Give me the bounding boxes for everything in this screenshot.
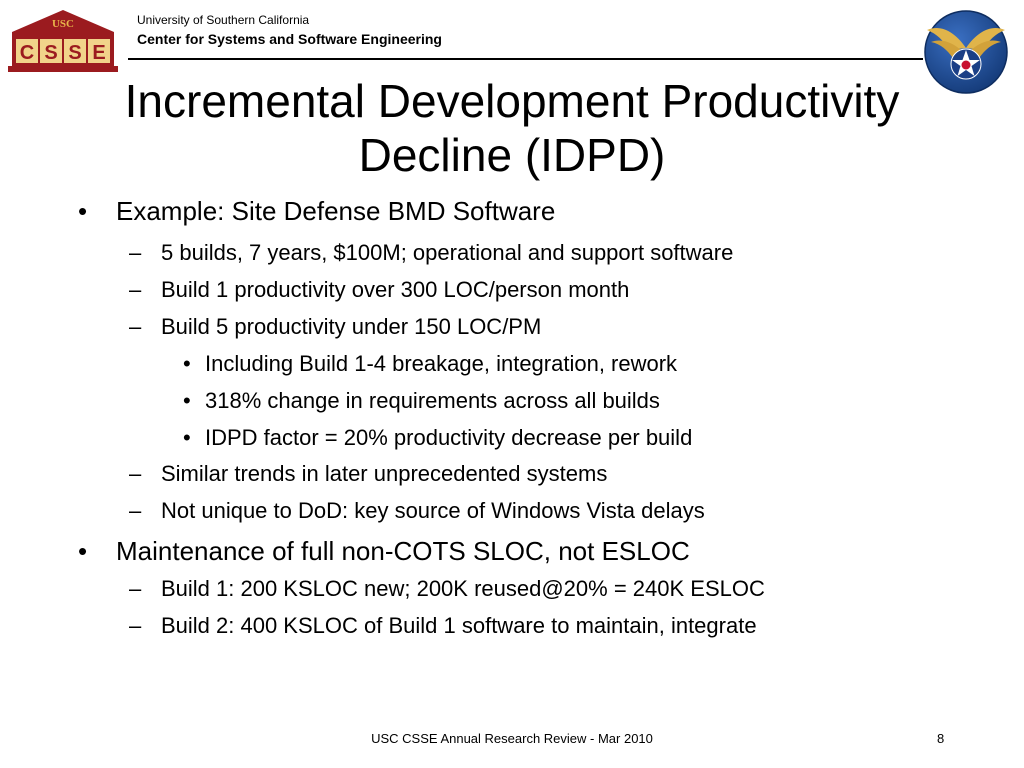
bullet-item bbox=[78, 196, 556, 227]
bullet-marker: – bbox=[129, 314, 142, 339]
logo-letter-s2: S bbox=[68, 42, 82, 64]
bullet-marker: – bbox=[129, 461, 142, 486]
bullet-item bbox=[183, 351, 678, 377]
bullet-item bbox=[129, 576, 765, 602]
slide-title-line2: Decline (IDPD) bbox=[358, 129, 666, 181]
usc-csse-logo bbox=[6, 8, 120, 74]
bullet-text: Including Build 1-4 breakage, integration, rework bbox=[205, 351, 678, 376]
bullet-item bbox=[78, 536, 690, 567]
bullet-item bbox=[183, 388, 660, 414]
bullet-text: Example: Site Defense BMD Software bbox=[116, 196, 556, 226]
slide-title-line1: Incremental Development Productivity bbox=[124, 75, 900, 127]
bullet-text: Build 2: 400 KSLOC of Build 1 software to maintain, integrate bbox=[161, 613, 757, 638]
bullet-text: Build 5 productivity under 150 LOC/PM bbox=[161, 314, 542, 339]
header bbox=[137, 14, 442, 46]
bullet-marker: – bbox=[129, 576, 142, 601]
center-name: Center for Systems and Software Engineering bbox=[137, 31, 442, 47]
bullet-marker: • bbox=[183, 425, 191, 450]
logo-usc-text: USC bbox=[51, 18, 75, 30]
logo-letter-e: E bbox=[92, 42, 106, 64]
bullet-marker: – bbox=[129, 240, 142, 265]
bullet-text: Maintenance of full non-COTS SLOC, not ESLOC bbox=[116, 536, 690, 566]
bullet-item bbox=[129, 461, 608, 487]
bullet-marker: • bbox=[183, 351, 191, 376]
footer-text: USC CSSE Annual Research Review - Mar 2010 bbox=[371, 731, 653, 746]
bullet-marker: – bbox=[129, 613, 142, 638]
bullet-item bbox=[129, 498, 705, 524]
logo-letter-s1: S bbox=[44, 42, 58, 64]
bullet-item bbox=[129, 314, 542, 340]
bullet-item bbox=[183, 425, 693, 451]
bullet-marker: • bbox=[183, 388, 191, 413]
logo-letter-c: C bbox=[19, 42, 35, 64]
bullet-text: Not unique to DoD: key source of Windows Vista delays bbox=[161, 498, 705, 523]
bullet-marker: – bbox=[129, 498, 142, 523]
bullet-text: Build 1 productivity over 300 LOC/person month bbox=[161, 277, 630, 302]
page-number: 8 bbox=[937, 731, 945, 746]
bullet-text: 318% change in requirements across all builds bbox=[205, 388, 660, 413]
bullet-text: 5 builds, 7 years, $100M; operational and support software bbox=[161, 240, 734, 265]
university-name: University of Southern California bbox=[137, 13, 310, 27]
bullet-text: Build 1: 200 KSLOC new; 200K reused@20% = 240K ESLOC bbox=[161, 576, 765, 601]
bullet-marker: • bbox=[78, 536, 88, 566]
bullet-item bbox=[129, 240, 734, 266]
slide-title bbox=[40, 74, 984, 182]
bullet-item bbox=[129, 277, 630, 303]
header-rule bbox=[128, 58, 923, 60]
bullet-marker: – bbox=[129, 277, 142, 302]
bullet-text: IDPD factor = 20% productivity decrease per build bbox=[205, 425, 693, 450]
bullet-item bbox=[129, 613, 757, 639]
bullet-marker: • bbox=[78, 196, 88, 226]
bullet-text: Similar trends in later unprecedented systems bbox=[161, 461, 608, 486]
